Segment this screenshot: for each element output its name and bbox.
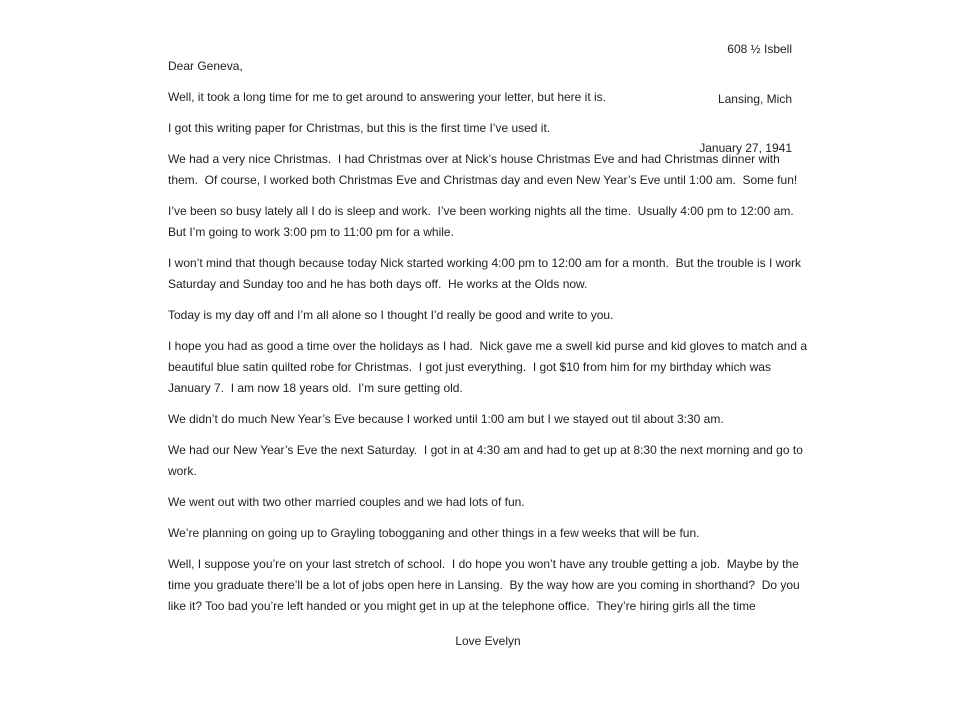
address-line-1: 608 ½ Isbell — [727, 42, 792, 56]
letter-paragraph: Well, I suppose you’re on your last stretch of school. I do hope you won’t have any trouble getting a job. Maybe by the time you graduate there’ll be a lot of jobs open here in Lansing. By the way how are you coming in shorthand? Do you like it? Too bad you’re left handed or you might get in up at the telephone office. They’re hiring girls all the time — [168, 557, 804, 613]
closing: Love Evelyn — [455, 634, 521, 648]
letter-paragraph: I’ve been so busy lately all I do is sleep and work. I’ve been working nights all the time. Usually 4:00 pm to 12:00 am. But I’m going to work 3:00 pm to 11:00 pm for a while. — [168, 204, 801, 239]
letter-paragraph: Today is my day off and I’m all alone so I thought I’d really be good and write to you. — [168, 308, 614, 322]
letter-paragraph: Well, it took a long time for me to get around to answering your letter, but here it is. — [168, 90, 606, 104]
letter-paragraph: I won’t mind that though because today Nick started working 4:00 pm to 12:00 am for a month. But the trouble is I work Saturday and Sunday too and he has both days off. He works at the Olds now. — [168, 256, 805, 291]
letter-paragraph: We went out with two other married couples and we had lots of fun. — [168, 495, 525, 509]
salutation: Dear Geneva, — [168, 59, 243, 73]
letter-paragraph: I got this writing paper for Christmas, but this is the first time I’ve used it. — [168, 121, 551, 135]
address-line-2: Lansing, Mich — [717, 91, 792, 106]
letter-body — [168, 56, 811, 662]
letter-paragraph: We had a very nice Christmas. I had Christmas over at Nick’s house Christmas Eve and had Christmas dinner with them. Of course, I worked both Christmas Eve and Christmas day and even New Year’s Eve until 1:00 am. Some fun! — [168, 152, 798, 187]
letter-paragraph: We didn’t do much New Year’s Eve because I worked until 1:00 am but I we stayed out til about 3:30 am. — [168, 412, 724, 426]
letter-paragraph: We had our New Year’s Eve the next Saturday. I got in at 4:30 am and had to get up at 8:30 the next morning and go to work. — [168, 443, 807, 478]
date-line: January 27, 1941 — [699, 141, 792, 155]
letter-paragraphs — [168, 87, 811, 617]
letter-paragraph: I hope you had as good a time over the holidays as I had. Nick gave me a swell kid purse and kid gloves to match and a beautiful blue satin quilted robe for Christmas. I got just everything. I got $10 from him for my birthday which was January 7. I am now 18 years old. I’m sure getting old. — [168, 339, 811, 395]
letter-paragraph: We’re planning on going up to Grayling tobogganing and other things in a few weeks that will be fun. — [168, 526, 700, 540]
